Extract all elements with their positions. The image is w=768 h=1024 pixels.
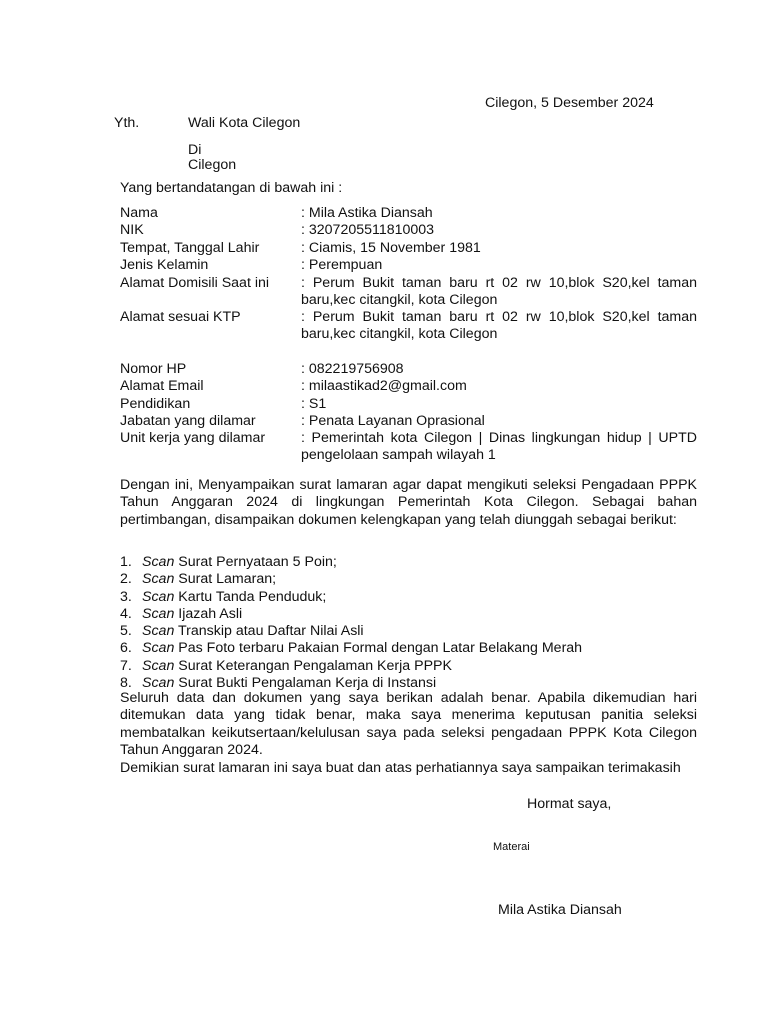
list-number: 8. — [120, 675, 132, 692]
recipient-name: Wali Kota Cilegon — [188, 115, 301, 131]
list-number: 6. — [120, 640, 132, 657]
field-label: Alamat Domisili Saat ini — [120, 275, 270, 291]
field-label: NIK — [120, 222, 144, 238]
list-prefix: Scan — [142, 571, 175, 588]
field-value: : Perum Bukit taman baru rt 02 rw 10,blok S20,kel taman baru,kec citangkil, kota Cilegon — [301, 275, 697, 309]
field-value: : Mila Astika Diansah — [301, 205, 433, 221]
list-number: 1. — [120, 554, 132, 570]
list-text: Kartu Tanda Penduduk; — [174, 588, 327, 605]
document-list — [120, 554, 582, 692]
field-label: Nama — [120, 205, 158, 221]
field-label: Nomor HP — [120, 361, 187, 377]
field-value: : Penata Layanan Oprasional — [301, 413, 485, 429]
field-value: : Perempuan — [301, 257, 383, 273]
list-text: Ijazah Asli — [174, 605, 243, 622]
list-item — [120, 640, 582, 657]
list-number: 4. — [120, 605, 132, 622]
list-prefix: Scan — [142, 588, 175, 605]
letter-date: Cilegon, 5 Desember 2024 — [485, 95, 654, 111]
field-label: Alamat Email — [120, 378, 204, 394]
list-prefix: Scan — [142, 675, 175, 692]
field-value: : Pemerintah kota Cilegon | Dinas lingkungan hidup | UPTD pengelolaan sampah wilayah 1 — [301, 430, 697, 464]
list-item — [120, 571, 582, 588]
list-text: Surat Lamaran; — [174, 571, 277, 588]
field-value: : S1 — [301, 396, 327, 412]
list-text: Surat Bukti Pengalaman Kerja di Instansi — [174, 675, 437, 692]
field-value: : 3207205511810003 — [301, 222, 435, 238]
intro-text: Yang bertandatangan di bawah ini : — [120, 180, 343, 196]
list-number: 5. — [120, 623, 132, 640]
list-prefix: Scan — [142, 605, 175, 622]
field-label: Alamat sesuai KTP — [120, 309, 241, 325]
body-paragraph: Dengan ini, Menyampaikan surat lamaran agar dapat mengikuti seleksi Pengadaan PPPK Tahun Anggaran 2024 di lingkungan Pemerintah Kota Cilegon. Sebagai bahan pertimbangan, disampaikan dokumen kelengkapan yang telah diunggah sebagai berikut: — [120, 477, 697, 528]
list-item — [120, 658, 582, 675]
recipient-di: Di — [188, 142, 202, 158]
list-item — [120, 606, 582, 623]
list-item — [120, 554, 582, 571]
list-prefix: Scan — [142, 623, 175, 640]
list-prefix: Scan — [142, 640, 175, 657]
signature-name: Mila Astika Diansah — [498, 902, 622, 918]
list-text: Pas Foto terbaru Pakaian Formal dengan Latar Belakang Merah — [174, 640, 583, 657]
field-value: : milaastikad2@gmail.com — [301, 378, 467, 394]
field-label: Unit kerja yang dilamar — [120, 430, 266, 446]
list-number: 3. — [120, 588, 132, 605]
list-text: Surat Keterangan Pengalaman Kerja PPPK — [174, 657, 452, 674]
list-prefix: Scan — [142, 554, 175, 570]
list-prefix: Scan — [142, 657, 175, 674]
stamp-label: Materai — [493, 841, 530, 853]
list-number: 2. — [120, 571, 132, 588]
field-label: Jenis Kelamin — [120, 257, 209, 273]
field-value: : Ciamis, 15 November 1981 — [301, 240, 481, 256]
field-value: : 082219756908 — [301, 361, 404, 377]
closing-paragraph: Demikian surat lamaran ini saya buat dan atas perhatiannya saya sampaikan terimakasih — [120, 760, 681, 776]
field-label: Jabatan yang dilamar — [120, 413, 256, 429]
list-text: Transkip atau Daftar Nilai Asli — [174, 623, 364, 640]
list-number: 7. — [120, 657, 132, 674]
list-item — [120, 589, 582, 606]
field-value: : Perum Bukit taman baru rt 02 rw 10,blok S20,kel taman baru,kec citangkil, kota Cilegon — [301, 309, 697, 343]
list-text: Surat Pernyataan 5 Poin; — [174, 554, 337, 570]
recipient-salutation: Yth. — [114, 115, 140, 131]
field-label: Tempat, Tanggal Lahir — [120, 240, 260, 256]
list-item — [120, 623, 582, 640]
statement-paragraph: Seluruh data dan dokumen yang saya berikan adalah benar. Apabila dikemudian hari ditemukan data yang tidak benar, maka saya menerima keputusan panitia seleksi membatalkan keikutsertaan/kelulusan saya pada seleksi pengadaan PPPK Kota Cilegon Tahun Anggaran 2024. — [120, 690, 697, 758]
recipient-city: Cilegon — [188, 157, 237, 173]
field-label: Pendidikan — [120, 396, 191, 412]
signature-greeting: Hormat saya, — [527, 796, 612, 812]
